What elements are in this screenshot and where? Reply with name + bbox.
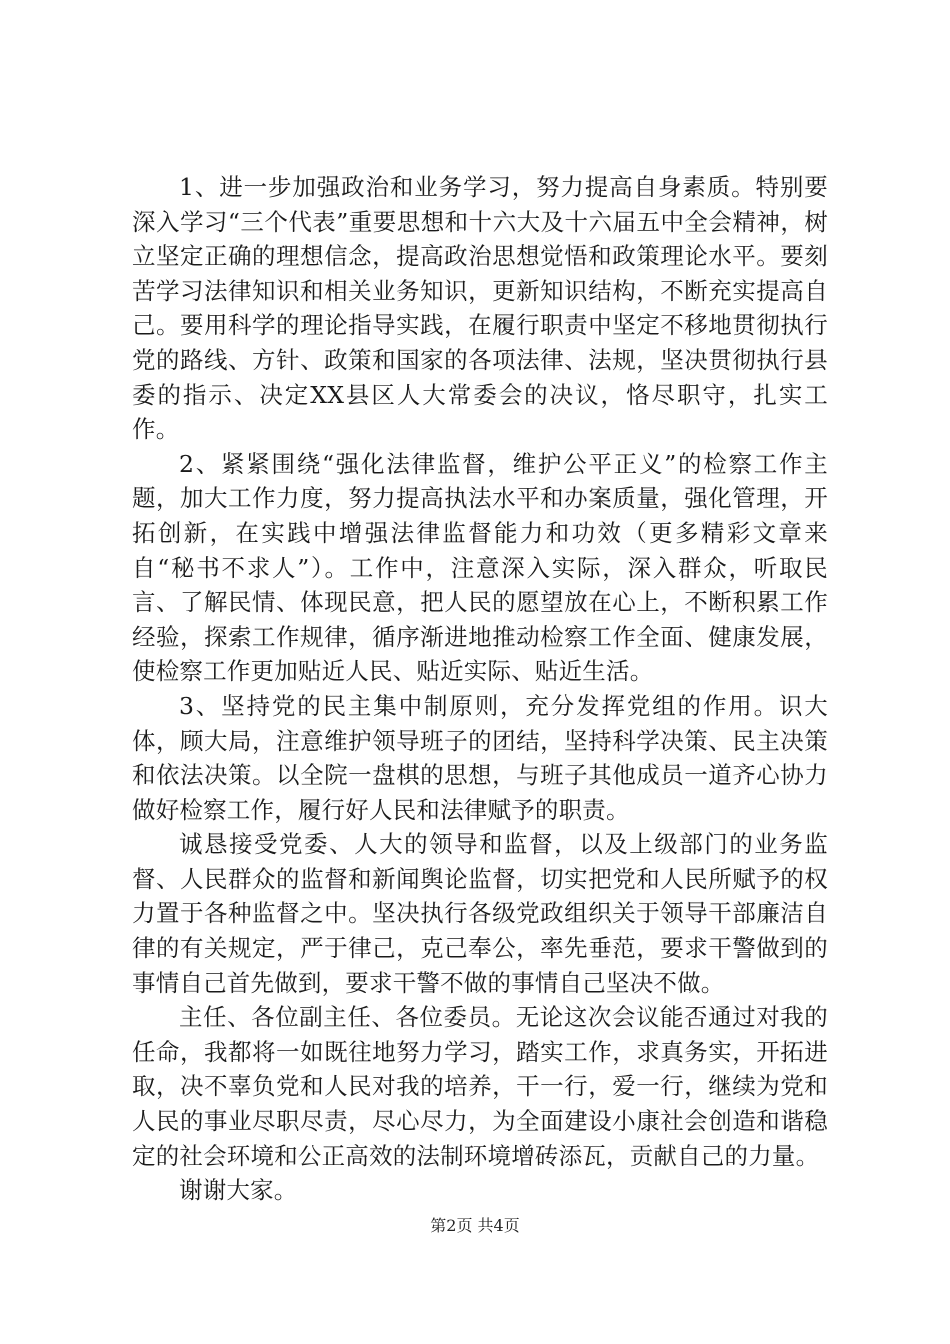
document-body (132, 170, 828, 1208)
paragraph-3: 3、坚持党的民主集中制原则，充分发挥党组的作用。识大体，顾大局，注意维护领导班子的团结，坚持科学决策、民主决策和依法决策。以全院一盘棋的思想，与班子其他成员一道齐心协力做好检察工作，履行好人民和法律赋予的职责。 (132, 691, 828, 824)
paragraph-1: 1、进一步加强政治和业务学习，努力提高自身素质。特别要深入学习“三个代表”重要思想和十六大及十六届五中全会精神，树立坚定正确的理想信念，提高政治思想觉悟和政策理论水平。要刻苦学习法律知识和相关业务知识，更新知识结构，不断充实提高自己。要用科学的理论指导实践，在履行职责中坚定不移地贯彻执行党的路线、方针、政策和国家的各项法律、法规，坚决贯彻执行县委的指示、决定XX县区人大常委会的决议，恪尽职守，扎实工作。 (132, 173, 828, 444)
paragraph-5: 主任、各位副主任、各位委员。无论这次会议能否通过对我的任命，我都将一如既往地努力学习，踏实工作，求真务实，开拓进取，决不辜负党和人民对我的培养，干一行，爱一行，继续为党和人民的事业尽职尽责，尽心尽力，为全面建设小康社会创造和谐稳定的社会环境和公正高效的法制环境增砖添瓦，贡献自己的力量。 (132, 1003, 828, 1170)
paragraph-4: 诚恳接受党委、人大的领导和监督，以及上级部门的业务监督、人民群众的监督和新闻舆论监督，切实把党和人民所赋予的权力置于各种监督之中。坚决执行各级党政组织关于领导干部廉洁自律的有关规定，严于律己，克己奉公，率先垂范，要求干警做到的事情自己首先做到，要求干警不做的事情自己坚决不做。 (132, 830, 828, 997)
paragraph-6: 谢谢大家。 (179, 1176, 298, 1205)
page-footer: 第2页 共4页 (430, 1216, 520, 1235)
paragraph-2: 2、紧紧围绕“强化法律监督，维护公平正义”的检察工作主题，加大工作力度，努力提高执法水平和办案质量，强化管理，开拓创新，在实践中增强法律监督能力和功效（更多精彩文章来自“秘书不求人”）。工作中，注意深入实际，深入群众，听取民言、了解民情、体现民意，把人民的愿望放在心上，不断积累工作经验，探索工作规律，循序渐进地推动检察工作全面、健康发展，使检察工作更加贴近人民、贴近实际、贴近生活。 (132, 449, 828, 686)
